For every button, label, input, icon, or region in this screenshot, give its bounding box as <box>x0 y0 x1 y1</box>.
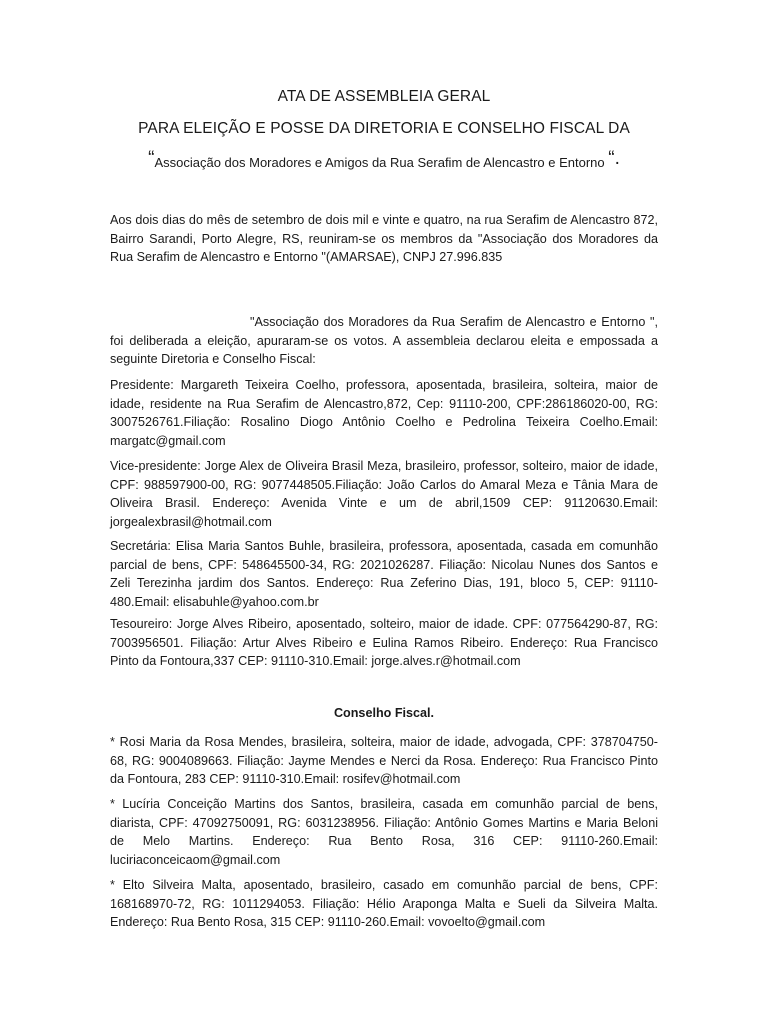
election-paragraph <box>110 313 658 369</box>
fiscal-member-paragraph: * Lucíria Conceição Martins dos Santos, brasileira, casada em comunhão parcial de bens, diarista, CPF: 47092750091, RG: 6031238956. Filiação: Antônio Gomes Martins e Maria Beloni de Melo Martins. Endereço: Rua Bento Rosa, 316 CEP: 91110-260.Email: luciriaconceicaom@gmail.com <box>110 797 658 868</box>
election-paragraph-text: "Associação dos Moradores da Rua Serafim de Alencastro e Entorno ", foi deliberada a eleição, apuraram-se os votos. A assembleia declarou eleita e empossada a seguinte Diretoria e Conselho Fiscal: <box>110 315 658 367</box>
intro-paragraph: Aos dois dias do mês de setembro de dois mil e vinte e quatro, na rua Serafim de Alencastro 872, Bairro Sarandi, Porto Alegre, RS, reuniram-se os membros da "Associação dos Moradores da Rua Serafim de Alencastro e Entorno "(AMARSAE), CNPJ 27.996.835 <box>110 213 658 265</box>
association-name: Associação dos Moradores e Amigos da Rua Serafim de Alencastro e Entorno <box>154 155 609 170</box>
fiscal-member-paragraph: * Elto Silveira Malta, aposentado, brasileiro, casado em comunhão parcial de bens, CPF: 168168970-72, RG: 1011294053. Filiação: Hélio Araponga Malta e Sueli da Silveira Malta. Endereço: Rua Bento Rosa, 315 CEP: 91110-260.Email: vovoelto@gmail.com <box>110 878 658 930</box>
document-title: ATA DE ASSEMBLEIA GERAL <box>277 88 491 105</box>
fiscal-council-heading: Conselho Fiscal. <box>333 706 435 720</box>
president-paragraph: Presidente: Margareth Teixeira Coelho, professora, aposentada, brasileira, solteira, maior de idade, residente na Rua Serafim de Alencastro,872, Cep: 91110-200, CPF:286186020-00, RG: 3007526761.Filiação: Rosalino Diogo Antônio Coelho e Pedrolina Teixeira Coelho.Email: margatc@gmail.com <box>110 378 658 449</box>
vice-president-paragraph: Vice-presidente: Jorge Alex de Oliveira Brasil Meza, brasileiro, professor, solteiro, maior de idade, CPF: 988597900-00, RG: 9077448505.Filiação: João Carlos do Amaral Meza e Tânia Mara de Oliveira Brasil. Endereço: Avenida Vinte e um de abril,1509 CEP: 91120630.Email: jorgealexbrasil@hotmail.com <box>110 459 658 530</box>
opening-quote: “ <box>148 148 155 169</box>
closing-quote: “. <box>608 148 620 169</box>
association-name-title <box>110 148 658 173</box>
fiscal-member-paragraph: * Rosi Maria da Rosa Mendes, brasileira, solteira, maior de idade, advogada, CPF: 378704750-68, RG: 9004089663. Filiação: Jayme Mendes e Nerci da Rosa. Endereço: Rua Francisco Pinto da Fontoura, 283 CEP: 91110-310.Email: rosifev@hotmail.com <box>110 735 658 787</box>
secretary-paragraph: Secretária: Elisa Maria Santos Buhle, brasileira, professora, aposentada, casada em comunhão parcial de bens, CPF: 548645500-34, RG: 2021026287. Filiação: Nicolau Nunes dos Santos e Zeli Terezinha jardim dos Santos. Endereço: Rua Zeferino Dias, 191, bloco 5, CEP: 91110-480.Email: elisabuhle@yahoo.com.br <box>110 539 658 610</box>
treasurer-paragraph: Tesoureiro: Jorge Alves Ribeiro, aposentado, solteiro, maior de idade. CPF: 077564290-87, RG: 7003956501. Filiação: Artur Alves Ribeiro e Eulina Ramos Ribeiro. Endereço: Rua Francisco Pinto da Fontoura,337 CEP: 91110-310.Email: jorge.alves.r@hotmail.com <box>110 617 658 669</box>
document-subtitle: PARA ELEIÇÃO E POSSE DA DIRETORIA E CONSELHO FISCAL DA <box>138 120 630 137</box>
